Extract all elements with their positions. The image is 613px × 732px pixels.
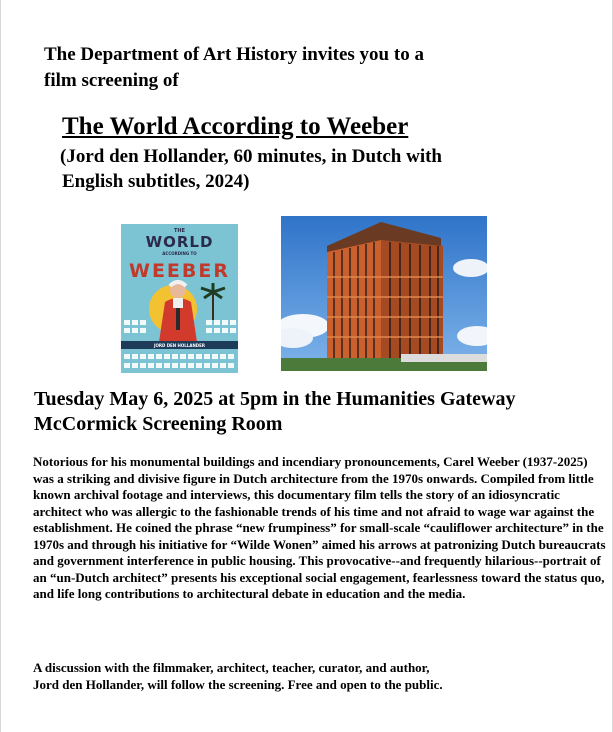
film-description: Notorious for his monumental buildings and incendiary pronouncements, Carel Weeber (1937-2025) was a striking and divisive figure in Dutch architecture from the 1970s onwards. Compiled from little known archival footage and interviews, this documentary film tells the story of an idiosyncratic architect who was allergic to the fashionable trends of his time and not afraid to wage war against the establishment. He coined the phrase “new frumpiness” for small-scale “cauliflower architecture” in the 1970s and through his initiative for “Wilde Wonen” aimed his arrows at patronizing Dutch bureaucrats and government interference in public housing. This provocative--and frequently hilarious--portrait of an “un-Dutch architect” presents his exceptional social engagement, fearlessness toward the status quo, and life long contributions to architectural debate in education and the media. xyxy=(33,454,606,601)
poster-weeber: WEEBER xyxy=(128,260,230,282)
invitation-line-2: film screening of xyxy=(44,70,179,91)
discussion-line-2: Jord den Hollander, will follow the screening. Free and open to the public. xyxy=(33,676,443,692)
invitation-line-1: The Department of Art History invites you to a xyxy=(44,44,424,65)
poster-according-to: ACCORDING TO xyxy=(162,251,197,256)
film-details-line-1: (Jord den Hollander, 60 minutes, in Dutch with xyxy=(60,146,442,167)
film-title: The World According to Weeber xyxy=(62,113,409,140)
poster-world: WORLD xyxy=(145,233,214,251)
film-poster xyxy=(121,224,238,373)
film-details xyxy=(60,144,540,194)
poster-the: THE xyxy=(173,228,185,234)
event-date-location xyxy=(34,387,594,437)
invitation xyxy=(44,42,564,94)
discussion-line-1: A discussion with the filmmaker, architect, teacher, curator, and author, xyxy=(33,660,430,675)
building-illustration xyxy=(281,216,487,371)
event-date-line-2: McCormick Screening Room xyxy=(34,413,283,435)
film-details-line-2: English subtitles, 2024) xyxy=(62,171,250,192)
discussion-note xyxy=(33,660,607,693)
building-photo xyxy=(281,216,487,371)
poster-director: JORD DEN HOLLANDER xyxy=(154,343,205,348)
event-date-line-1: Tuesday May 6, 2025 at 5pm in the Humanities Gateway xyxy=(34,388,516,410)
